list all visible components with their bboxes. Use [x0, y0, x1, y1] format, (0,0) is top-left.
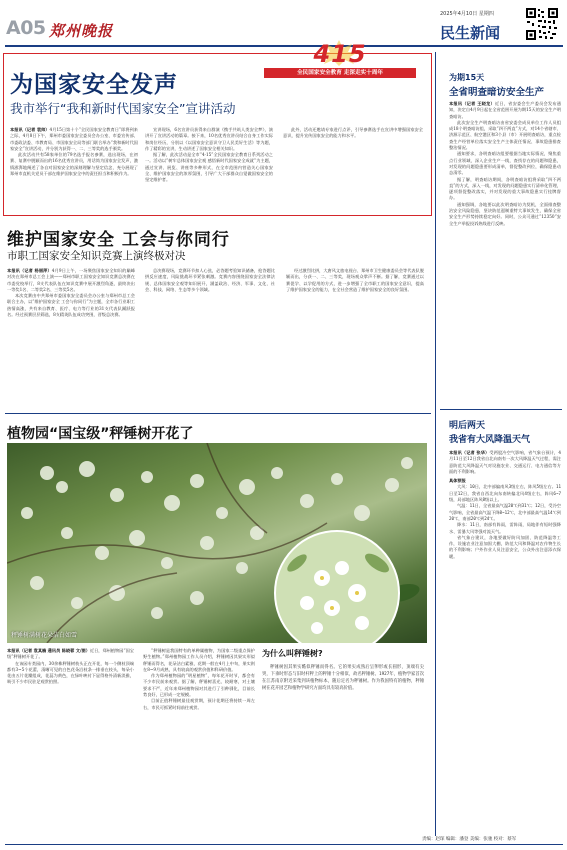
- right-top-paragraph-2: 此次安全生产明查暗访由省安委会成员单位工作人员组成18个明查暗访组，采取“四不两直”方式，对14个省辖市、济源示范区、航空港区和3个县（市）开展明查暗访，重点检查生产经营单位落实安全生产主体责任情况、事故隐患排查整治情况。: [449, 119, 561, 151]
- badge-caption: 全民国家安全教育 走深走实十周年: [264, 68, 416, 78]
- right-top-paragraph-3: 通知要求，各明查暗访组要根据当地实际情况，聚焦重点行业领域，深入企业生产一线，查找存在的问题和隐患，对发现的问题隐患要形成清单，督促整改到位，确保隐患动态清零。: [449, 151, 561, 176]
- anniversary-badge: [264, 38, 416, 88]
- lead-paragraph-4: 据了解，此次活动是全市“4·15”全民国家安全教育日系列活动之一。活动以“树牢总体国家安全观 感悟新时代国家安全成就”为主题，通过宣讲、展览、讲座等多种形式，在全市范围内营造关心国家安全、维护国家安全的浓厚氛围，引导广大干部群众自觉做国家安全的坚定维护者。: [145, 152, 273, 183]
- forecast-subtitle: 具体预报: [449, 478, 466, 484]
- lead-column-1: [10, 127, 138, 213]
- why-box-body: 秤锤树因其果实酷似秤锤而得名。它的果实成熟后呈卵形或长圆形，顶端有尖突，下垂时形态与旧时杆秤上的秤锤十分相似，故名秤锤树。1927年，植物学家首次在江苏南京附近采集到该植物标本，随后定名为秤锤树。作为我国特有的植物，秤锤树在花卉园艺和植物学研究方面均具有较高价值。: [262, 665, 424, 691]
- article2-paragraph-4: 经过激烈比拼，大唐风文旅电视台、郑州市卫生健康委员会等代表队脱颖而出，分获一、二、三等奖，现场观众掌声不断。据了解，竞赛通过以赛促学、以学促用的方式，进一步增强了全市职工的国家安全意识，提高了维护国家安全的能力，在全社会营造了维护国家安全的良好氛围。: [286, 268, 424, 292]
- qr-code: [525, 7, 559, 41]
- plant-photo-art: [7, 443, 427, 643]
- right-top-body: [449, 101, 561, 401]
- lead-subhead: 我市举行“我和新时代国家安全”宣讲活动: [10, 101, 236, 116]
- paper-logo: 郑州晚报: [49, 22, 114, 40]
- right-bottom-headline-1: 明后两天: [449, 421, 486, 431]
- badge-number: 415: [313, 40, 367, 68]
- lead-headline: 为国家安全发声: [10, 72, 178, 98]
- article3-paragraph-1: 近日，郑州植物园“国宝级”秤锤树开花了。: [7, 648, 134, 660]
- why-box-title: 为什么叫秤锤树?: [262, 649, 323, 658]
- lead-paragraph-5: 此外，活动还邀请专家进行点评，引导参赛选手在宣讲中增强国家安全意识，提升宣传国家安全的能力和水平。: [283, 127, 423, 139]
- photo-caption: 秤锤树满树花朵洁白如雪: [11, 632, 78, 639]
- article3-byline: 本报讯（记者 袁其楠 通讯员 陈晓蓉 文/图）: [7, 648, 90, 653]
- article2-divider: [5, 413, 431, 414]
- section-title: 民生新闻: [440, 24, 501, 42]
- right-bottom-paragraph-4: 降水：11日，南部有阵雨，雷阵雨，局地伴有短时强降水、雷暴大风等强对流天气。: [449, 522, 561, 534]
- article3-paragraph-2: 在该园专类园内，30余株秤锤树枝头正在开花，每一个侧枝顶端都有3~5个花蕾，清晰可见的白色花朵沿枝条一排垂在枝头，每朵小花由五片花瓣组成，花蕊为黄色，在绿叶映衬下显得格外清新淡雅，吸引不少市民驻足观赏拍照。: [7, 660, 134, 685]
- right-bottom-paragraph-3: 气温：11日，全省最高气温20℃到31℃；12日，受冷空气影响，全省最高气温下降8~12℃，北中部最高气温14℃到20℃，南部20℃到24℃。: [449, 503, 561, 521]
- right-bottom-byline: 本报讯（记者 张华）: [449, 450, 490, 455]
- right-column-rule: [440, 409, 562, 410]
- article2-byline: 本报讯（记者 杨丽萍）: [7, 268, 52, 273]
- lead-paragraph-3: 宣讲现场，6名宣讲员获得来自群演《携手共筑人类安全梦》，演讲开了宣讲活动的篇章。接下来，10名优秀宣讲员结合自身工作实际和岗位经历，分别以《以国家安全意识守卫人民美好生活》等为题，作了精彩的宣讲，生动讲述了国家安全相关知识。: [145, 127, 273, 151]
- plant-photo: [7, 443, 427, 643]
- right-top-paragraph-5: 通知强调，各地要以此次明查暗访为契机，全面排查整治安全风险隐患，坚决防范遏制重特大事故发生，确保全省安全生产形势持续稳定向好。同时，公众可通过“12350”安全生产举报投诉热线进行反映。: [449, 201, 561, 226]
- article3-headline: 植物园“国宝级”秤锤树开花了: [7, 426, 194, 442]
- right-bottom-body: [449, 450, 561, 840]
- article3-column-2: [143, 648, 255, 843]
- lead-column-3: [283, 127, 423, 213]
- article3-paragraph-5: 目前正值秤锤树最佳观赏期，预计花期还将持续一周左右，市民可抓紧时间前往观赏。: [143, 698, 255, 710]
- article2-paragraph-3: 总决赛现场，竞赛环节扣人心弦，必答题考验知识储备，抢答题比拼反应速度，风险挑战环节紧张刺激。竞赛内容围绕国家安全法律法规、总体国家安全观等知识展开，涵盖政治、经济、军事、文化、社会、科技、网络、生态等多个领域。: [145, 268, 275, 292]
- right-top-paragraph-4: 据了解，明查暗访期间，各明查暗访组将采取“四不两直”的方式，深入一线，对发现的问题隐患实行清单化管理，逐项督促整改落实，并对发现的重大事故隐患实行挂牌督办。: [449, 176, 561, 201]
- article2-paragraph-2: 本次竞赛由中共郑州市委国家安全委员会办公室与郑州市总工会联合主办，以“维护国家安全 工会与你同行”为主题，全市各行业职工热情高涨，共有来自教育、医疗、电力等行业的31支代表队踊跃报名。经过预赛层层筛选，8支精英队伍成功突围，晋级总决赛。: [7, 293, 135, 318]
- right-top-headline-2: 全省明查暗访安全生产: [449, 87, 545, 98]
- article2-column-2: [145, 268, 275, 407]
- page-code: A05: [6, 17, 46, 39]
- article2-column-3: [286, 268, 424, 407]
- article3-paragraph-3: “秤锤树是我国特有的单种属植物，为国家二级重点保护野生植物。”郑州植物园工作人员介绍，秤锤树因其果实形似秤锤而得名，花朵洁白素雅，花期一般在4月上中旬，果实则在8~9月成熟，具有较高的观赏价值和科研价值。: [143, 648, 255, 672]
- right-bottom-paragraph-1: 受两股冷空气影响，省气象台预计，4月11日至12日我省自北向南有一次大风降温天气过程，需注意防范大风降温天气对设施农业、交通运行、电力通信等方面的不利影响。: [449, 450, 561, 474]
- article2-headline: 维护国家安全 工会与你同行: [7, 230, 230, 250]
- right-bottom-paragraph-2: 大风：10日，北中部偏南风3级左右，阵风5级左右。11日至12日，我省自西北向东南转偏北风4级左右，阵风6~7级，局部地区阵风8级以上。: [449, 484, 561, 503]
- right-bottom-headline-2: 我省有大风降温天气: [449, 435, 531, 445]
- article2-paragraph-1: 4月9日上午，一场聚焦国家安全知识的巅峰对决在郑州市总工会上演——郑州市职工国家安全知识竞赛总决赛在市委党校举行，8支代表队伍在知识竞赛中展开激烈角逐，最终决出一等奖1名、二等奖2名、三等奖5名。: [7, 268, 135, 292]
- lead-byline: 本报讯（记者 袁帅）: [10, 127, 50, 132]
- article3-column-1: [7, 648, 134, 843]
- right-top-headline-1: 为期15天: [449, 73, 485, 82]
- footer-credits: 责编：赵琛 编辑：潘登 美编：张驰 校对：蔡军: [422, 837, 517, 842]
- article2-subhead: 市职工国家安全知识竞赛上演终极对决: [7, 250, 186, 262]
- right-bottom-paragraph-5: 省气象台建议，各地要做好防风加固、防范降温等工作，设施农业注意加固大棚，防范大风和降温对农作物生长的不利影响；户外作业人员注意安全，公众外出注意添衣保暖。: [449, 534, 561, 559]
- article2-column-1: [7, 268, 135, 407]
- lead-paragraph-1: 4月15日第十个“全民国家安全教育日”即将到来之际，4月8日下午，郑州市委国家安全委员会办公室、市委宣传部、市委政法委、市教育局、市国家安全局等部门联合举办“我和新时代国家安全”宣讲活动，并分别为获得一、二、三等奖的选手颁奖。: [10, 127, 138, 151]
- lead-paragraph-2: 此次活动共有58家单位的79名选手报名参赛，选出现场，在初赛、复赛中脱颖而出的16名优秀宣讲员，用话筒为国家安全发声，激情澎湃地阐述了各自对国家安全的深刻理解与坚定信念，充分展现了郑州市直机关党员干部在维护国家安全中的责任担当和积极作为。: [10, 152, 138, 177]
- right-column-divider: [435, 52, 436, 842]
- right-top-paragraph-1: 近日，省安委会生产委员会发布通知，决定自4月9日起在全省范围开展为期15天的安全生产明查暗访。: [449, 101, 561, 119]
- right-top-byline: 本报讯（记者 王晓龙）: [449, 101, 495, 106]
- date-line: 2025年4月10日 星期四: [440, 11, 494, 17]
- lead-column-2: [145, 127, 273, 213]
- footer-rule: [5, 844, 563, 845]
- why-box: [260, 648, 427, 843]
- article3-paragraph-4: 作为郑州植物园的“明星植物”，每年花开时节，都会有不少市民前来观赏。据了解，秤锤树喜光、较耐寒，对土壤要求不严，近年来郑州植物园对其进行了引种驯化，目前长势良好，已形成一定规模。: [143, 673, 255, 698]
